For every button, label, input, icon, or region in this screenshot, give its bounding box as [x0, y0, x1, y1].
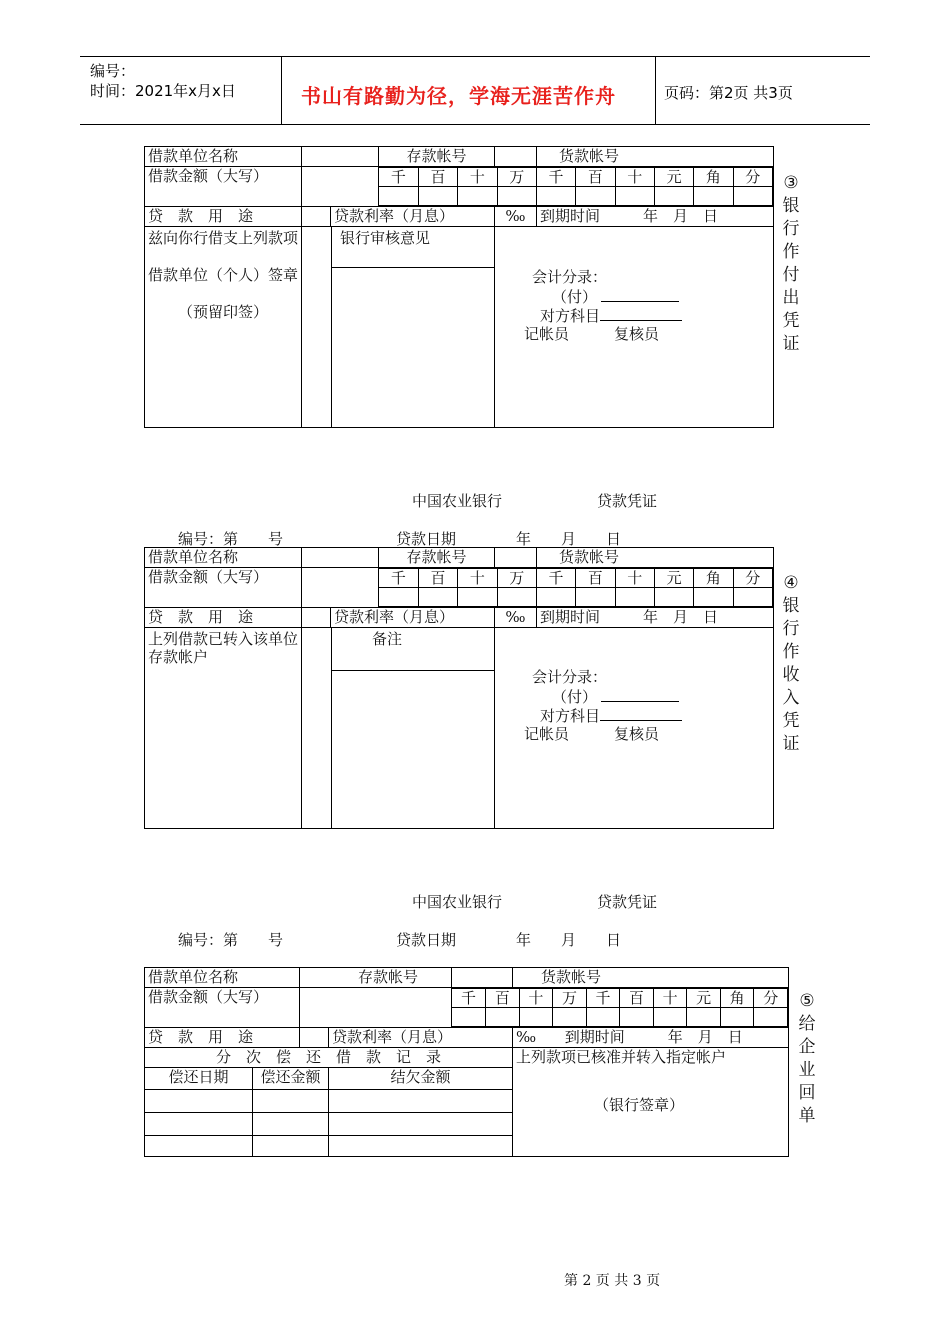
digit-cell[interactable] — [615, 588, 654, 607]
digit-cell[interactable] — [576, 187, 615, 206]
header-motto: 书山有路勤为径，学海无涯苦作舟 — [301, 84, 616, 108]
balance-cell[interactable] — [329, 1136, 513, 1157]
digit-wan: 万 — [497, 569, 536, 588]
col-repay-amount: 偿还金额 — [253, 1068, 329, 1090]
digit-cell[interactable] — [615, 187, 654, 206]
voucher-form-2 — [144, 547, 774, 829]
seal-label: （预留印签） — [178, 303, 269, 321]
digit-yuan: 元 — [654, 569, 693, 588]
digit-fen: 分 — [733, 569, 772, 588]
digit-qian: 千 — [452, 989, 486, 1008]
digit-qian2: 千 — [586, 989, 620, 1008]
digit-qian2: 千 — [536, 569, 575, 588]
value-deposit-account[interactable] — [452, 968, 513, 988]
digit-shi2: 十 — [615, 168, 654, 187]
permille-sign: ‰ — [516, 1028, 537, 1046]
digit-qian: 千 — [379, 569, 418, 588]
due-date-cell — [537, 608, 774, 628]
label-loan-account: 货款帐号 — [537, 147, 774, 167]
digit-qian: 千 — [379, 168, 418, 187]
repay-amount-cell[interactable] — [253, 1113, 329, 1136]
digit-cell[interactable] — [576, 588, 615, 607]
label-amount-upper: 借款金额（大写） — [145, 568, 302, 608]
value-purpose[interactable] — [302, 207, 331, 227]
digit-bai: 百 — [418, 569, 457, 588]
digit-cell[interactable] — [733, 588, 772, 607]
due-date-cell — [537, 207, 774, 227]
value-borrower-name[interactable] — [302, 548, 379, 568]
digit-bai2: 百 — [576, 569, 615, 588]
amount-digit-grid — [379, 568, 774, 608]
digit-bai2: 百 — [576, 168, 615, 187]
repay-amount-cell[interactable] — [253, 1136, 329, 1157]
digit-cell[interactable] — [654, 588, 693, 607]
digit-bai: 百 — [418, 168, 457, 187]
digit-cell[interactable] — [536, 187, 575, 206]
balance-cell[interactable] — [329, 1090, 513, 1113]
header-top-rule — [80, 56, 870, 57]
label-borrower-name: 借款单位名称 — [145, 548, 302, 568]
value-deposit-account[interactable] — [495, 548, 537, 568]
digit-shi2: 十 — [615, 569, 654, 588]
digit-jiao: 角 — [694, 168, 733, 187]
form2-doc-title: 贷款凭证 — [597, 492, 658, 510]
label-rate: 贷款利率（月息） — [331, 608, 495, 628]
form1-acct-debit: （付） — [552, 287, 679, 307]
remarks-header: 备注 — [332, 628, 494, 671]
digit-cell[interactable] — [720, 1008, 754, 1027]
form2-acct-staff: 记帐员 复核员 — [524, 725, 660, 743]
label-rate: 贷款利率（月息） — [331, 207, 495, 227]
label-borrower-name: 借款单位名称 — [145, 968, 300, 988]
due-ymd: 年 月 日 — [642, 608, 718, 626]
label-borrower-name: 借款单位名称 — [145, 147, 302, 167]
digit-cell[interactable] — [553, 1008, 587, 1027]
digit-bai: 百 — [486, 989, 520, 1008]
digit-bai2: 百 — [620, 989, 654, 1008]
remarks-area — [302, 628, 495, 829]
form3-bank-title: 中国农业银行 — [412, 893, 503, 911]
label-purpose: 贷 款 用 途 — [145, 608, 302, 628]
form2-acct-title: 会计分录： — [532, 668, 608, 686]
label-purpose: 贷 款 用 途 — [145, 1028, 300, 1048]
form2-acct-contra: 对方科目 — [540, 706, 682, 726]
digit-cell[interactable] — [486, 1008, 520, 1027]
col-repay-date: 偿还日期 — [145, 1068, 253, 1090]
approval-text: 上列款项已核准并转入指定帐户 — [516, 1048, 727, 1066]
label-deposit-account: 存款帐号 — [300, 968, 452, 988]
digit-shi: 十 — [519, 989, 553, 1008]
repay-date-cell[interactable] — [145, 1136, 253, 1157]
value-rate[interactable] — [495, 608, 537, 628]
form2-side-label: ④ 银 行 作 收 入 凭 证 — [782, 573, 800, 754]
form3-side-label: ⑤ 给 企 业 回 单 — [798, 991, 816, 1126]
bank-sign-label: （银行签章） — [594, 1096, 685, 1114]
amount-digit-grid — [379, 167, 774, 207]
permille-sign: ‰ — [505, 207, 526, 225]
digit-cell[interactable] — [694, 187, 733, 206]
digit-jiao: 角 — [720, 989, 754, 1008]
header-divider-right — [655, 56, 656, 124]
digit-cell[interactable] — [733, 187, 772, 206]
digit-cell[interactable] — [687, 1008, 721, 1027]
balance-cell[interactable] — [329, 1113, 513, 1136]
digit-fen: 分 — [754, 989, 788, 1008]
permille-sign: ‰ — [505, 608, 526, 626]
value-deposit-account[interactable] — [495, 147, 537, 167]
value-purpose[interactable] — [300, 1028, 329, 1048]
sign-label: 借款单位（个人）签章 — [148, 266, 299, 284]
digit-cell[interactable] — [379, 588, 418, 607]
bank-review-header: 银行审核意见 — [332, 227, 494, 268]
digit-cell[interactable] — [497, 588, 536, 607]
form2-acct-debit: （付） — [552, 687, 679, 707]
digit-cell[interactable] — [536, 588, 575, 607]
due-date-cell — [513, 1028, 789, 1048]
value-purpose[interactable] — [302, 608, 331, 628]
digit-cell[interactable] — [653, 1008, 687, 1027]
digit-cell[interactable] — [497, 187, 536, 206]
voucher-form-3 — [144, 967, 789, 1157]
value-rate[interactable] — [495, 207, 537, 227]
header-time-label: 时间：2021年x月x日 — [90, 82, 236, 100]
value-amount-upper[interactable] — [302, 568, 379, 608]
approval-area[interactable] — [513, 1048, 789, 1157]
repay-date-cell[interactable] — [145, 1113, 253, 1136]
form1-acct-contra: 对方科目 — [540, 306, 682, 326]
due-ymd: 年 月 日 — [667, 1028, 743, 1046]
borrow-statement: 兹向你行借支上列款项 — [148, 229, 299, 247]
form1-side-label: ③ 银 行 作 付 出 凭 证 — [782, 173, 800, 354]
form3-doc-title: 贷款凭证 — [597, 893, 658, 911]
digit-cell[interactable] — [418, 588, 457, 607]
form2-number: 编号：第 号 — [178, 530, 284, 548]
digit-cell[interactable] — [654, 187, 693, 206]
repay-amount-cell[interactable] — [253, 1090, 329, 1113]
digit-cell[interactable] — [519, 1008, 553, 1027]
form1-acct-staff: 记帐员 复核员 — [524, 325, 660, 343]
digit-qian2: 千 — [536, 168, 575, 187]
digit-wan: 万 — [553, 989, 587, 1008]
label-due: 到期时间 — [540, 207, 601, 225]
label-deposit-account: 存款帐号 — [379, 548, 495, 568]
header-number-label: 编号： — [90, 62, 136, 80]
digit-cell[interactable] — [586, 1008, 620, 1027]
transfer-note: 上列借款已转入该单位存款帐户 — [148, 630, 299, 666]
digit-shi: 十 — [458, 569, 497, 588]
label-due: 到期时间 — [564, 1028, 625, 1046]
repay-record-header: 分 次 偿 还 借 款 记 录 — [145, 1048, 513, 1068]
digit-cell[interactable] — [620, 1008, 654, 1027]
col-balance: 结欠金额 — [329, 1068, 513, 1090]
digit-cell[interactable] — [458, 588, 497, 607]
label-purpose: 贷 款 用 途 — [145, 207, 302, 227]
digit-cell[interactable] — [452, 1008, 486, 1027]
label-rate: 贷款利率（月息） — [329, 1028, 513, 1048]
repay-date-cell[interactable] — [145, 1090, 253, 1113]
borrower-sign-area[interactable] — [145, 227, 302, 428]
label-loan-account: 货款帐号 — [513, 968, 789, 988]
digit-yuan: 元 — [654, 168, 693, 187]
label-amount-upper: 借款金额（大写） — [145, 988, 300, 1028]
transfer-note-area[interactable] — [145, 628, 302, 829]
digit-yuan: 元 — [687, 989, 721, 1008]
form2-bank-title: 中国农业银行 — [412, 492, 503, 510]
digit-jiao: 角 — [694, 569, 733, 588]
label-loan-account: 货款帐号 — [537, 548, 774, 568]
voucher-form-1 — [144, 146, 774, 428]
digit-shi2: 十 — [653, 989, 687, 1008]
value-borrower-name[interactable] — [302, 147, 379, 167]
due-ymd: 年 月 日 — [642, 207, 718, 225]
digit-shi: 十 — [458, 168, 497, 187]
header-page-label: 页码：第2页 共3页 — [664, 84, 793, 102]
digit-wan: 万 — [497, 168, 536, 187]
header-divider-left — [281, 56, 282, 124]
bank-review-area — [302, 227, 495, 428]
label-deposit-account: 存款帐号 — [379, 147, 495, 167]
digit-cell[interactable] — [694, 588, 733, 607]
value-amount-upper[interactable] — [302, 167, 379, 207]
form1-acct-title: 会计分录： — [532, 268, 608, 286]
digit-cell[interactable] — [418, 187, 457, 206]
digit-cell[interactable] — [458, 187, 497, 206]
footer-page-number: 第 2 页 共 3 页 — [564, 1273, 661, 1289]
form3-number: 编号：第 号 — [178, 931, 284, 949]
digit-cell[interactable] — [379, 187, 418, 206]
header-bottom-rule — [80, 124, 870, 125]
form2-date: 贷款日期 年 月 日 — [396, 530, 622, 548]
label-due: 到期时间 — [540, 608, 601, 626]
digit-cell[interactable] — [754, 1008, 788, 1027]
form3-date: 贷款日期 年 月 日 — [396, 931, 622, 949]
amount-digit-grid — [452, 988, 789, 1028]
label-amount-upper: 借款金额（大写） — [145, 167, 302, 207]
digit-fen: 分 — [733, 168, 772, 187]
value-amount-upper[interactable] — [300, 988, 452, 1028]
